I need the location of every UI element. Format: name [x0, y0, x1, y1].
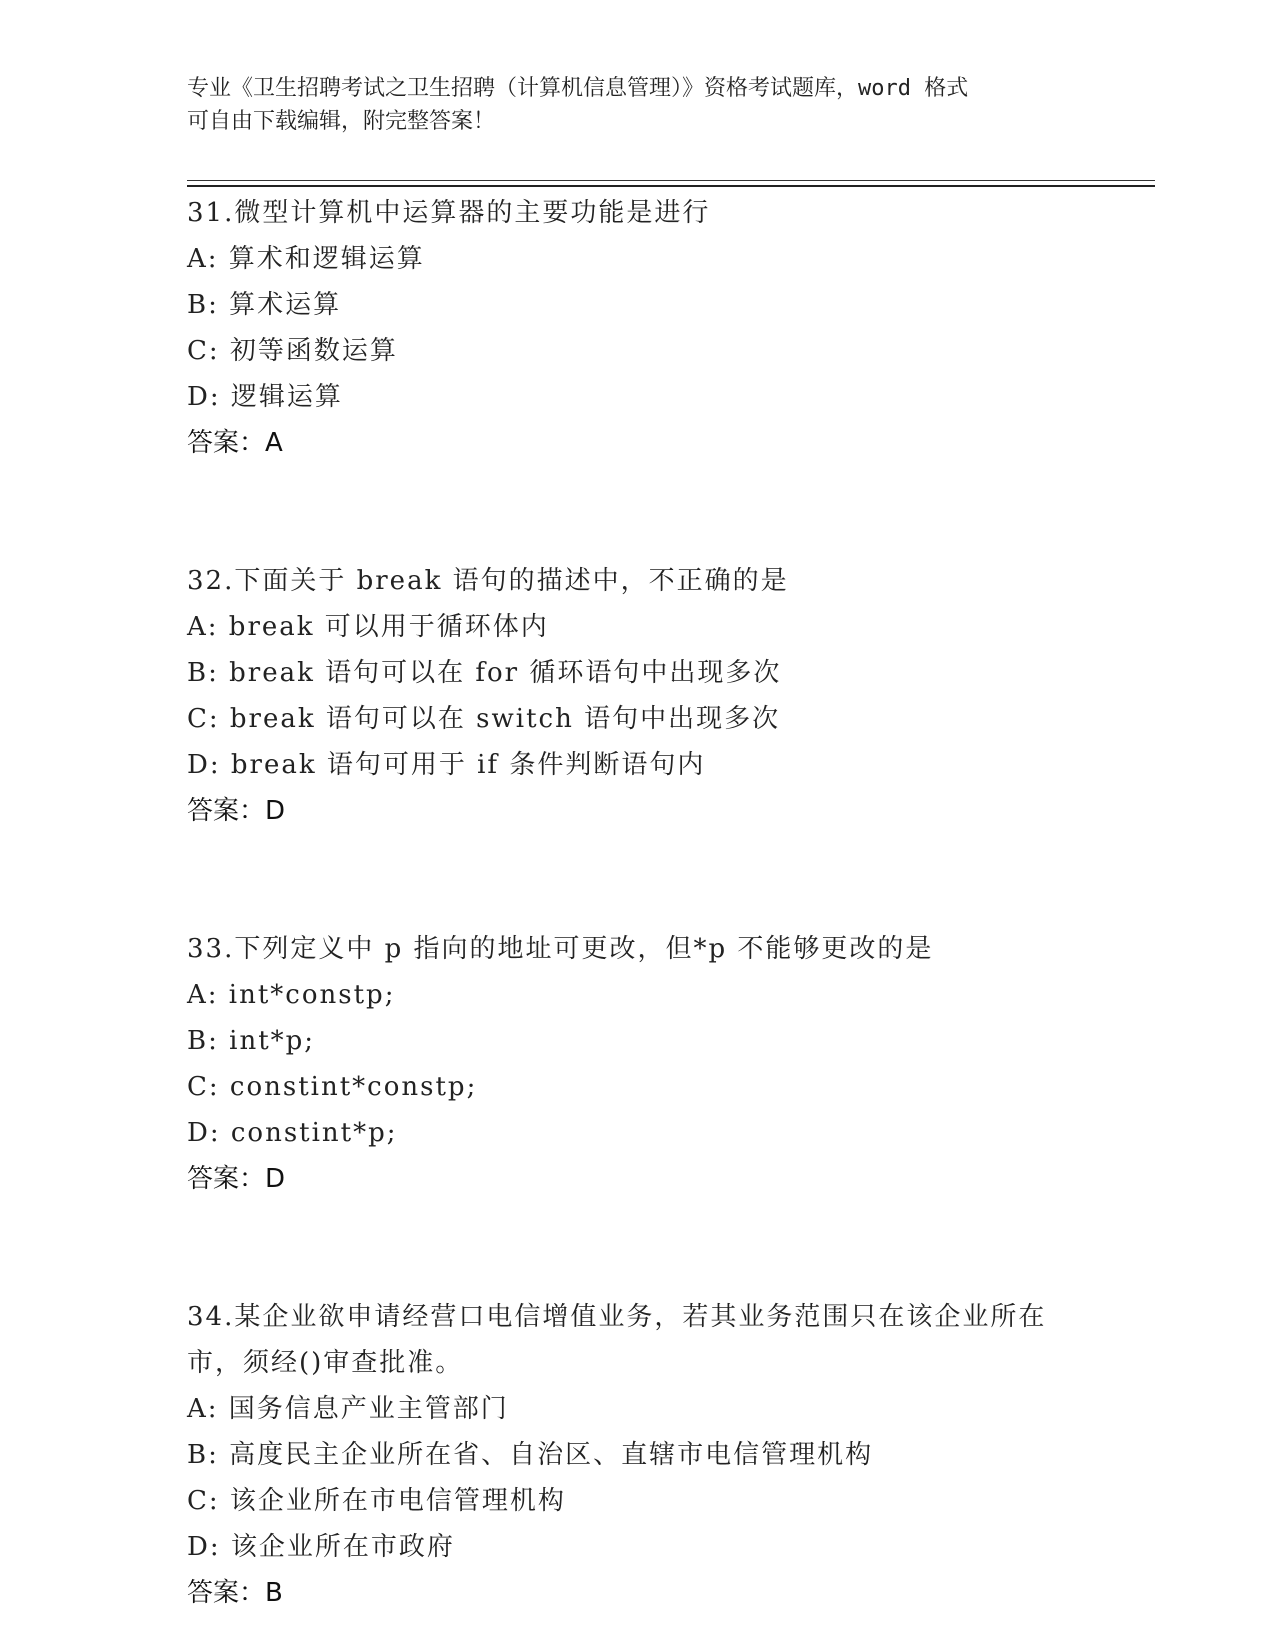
- document-header: [187, 72, 1067, 138]
- question-spacer: [187, 1202, 1087, 1294]
- question-spacer: [187, 834, 1087, 926]
- question-stem: 31.微型计算机中运算器的主要功能是进行: [187, 198, 711, 228]
- question-list: [187, 190, 1087, 1616]
- option-d: D: 该企业所在市政府: [187, 1532, 455, 1562]
- answer-line: 答案：D: [187, 796, 286, 826]
- answer-line: 答案：B: [187, 1578, 283, 1608]
- header-line-1: 专业《卫生招聘考试之卫生招聘（计算机信息管理）》资格考试题库，word 格式: [187, 76, 969, 101]
- question-spacer: [187, 466, 1087, 558]
- option-d: D: 逻辑运算: [187, 382, 343, 412]
- header-divider-thick: [187, 185, 1155, 187]
- option-a: A: 国务信息产业主管部门: [187, 1394, 509, 1424]
- option-c: C: constint*constp;: [187, 1072, 478, 1102]
- option-a: A: int*constp;: [187, 980, 396, 1010]
- option-a: A: break 可以用于循环体内: [187, 612, 549, 642]
- answer-line: 答案：A: [187, 428, 283, 458]
- question-block: [187, 190, 1087, 466]
- answer-line: 答案：D: [187, 1164, 286, 1194]
- option-c: C: 初等函数运算: [187, 336, 398, 366]
- question-block: [187, 558, 1087, 834]
- header-divider-thin: [187, 180, 1155, 181]
- question-stem: 34.某企业欲申请经营口电信增值业务，若其业务范围只在该企业所在市，须经()审查批准。: [187, 1302, 1047, 1378]
- header-line-2: 可自由下载编辑，附完整答案！: [187, 109, 496, 134]
- question-block: [187, 926, 1087, 1202]
- option-c: C: 该企业所在市电信管理机构: [187, 1486, 566, 1516]
- option-b: B: int*p;: [187, 1026, 316, 1056]
- option-b: B: 算术运算: [187, 290, 342, 320]
- option-b: B: 高度民主企业所在省、自治区、直辖市电信管理机构: [187, 1440, 874, 1470]
- option-d: D: break 语句可用于 if 条件判断语句内: [187, 750, 706, 780]
- question-stem: 32.下面关于 break 语句的描述中，不正确的是: [187, 566, 789, 596]
- question-block: [187, 1294, 1087, 1616]
- question-stem: 33.下列定义中 p 指向的地址可更改，但*p 不能够更改的是: [187, 934, 934, 964]
- option-b: B: break 语句可以在 for 循环语句中出现多次: [187, 658, 782, 688]
- option-a: A: 算术和逻辑运算: [187, 244, 425, 274]
- option-c: C: break 语句可以在 switch 语句中出现多次: [187, 704, 781, 734]
- option-d: D: constint*p;: [187, 1118, 398, 1148]
